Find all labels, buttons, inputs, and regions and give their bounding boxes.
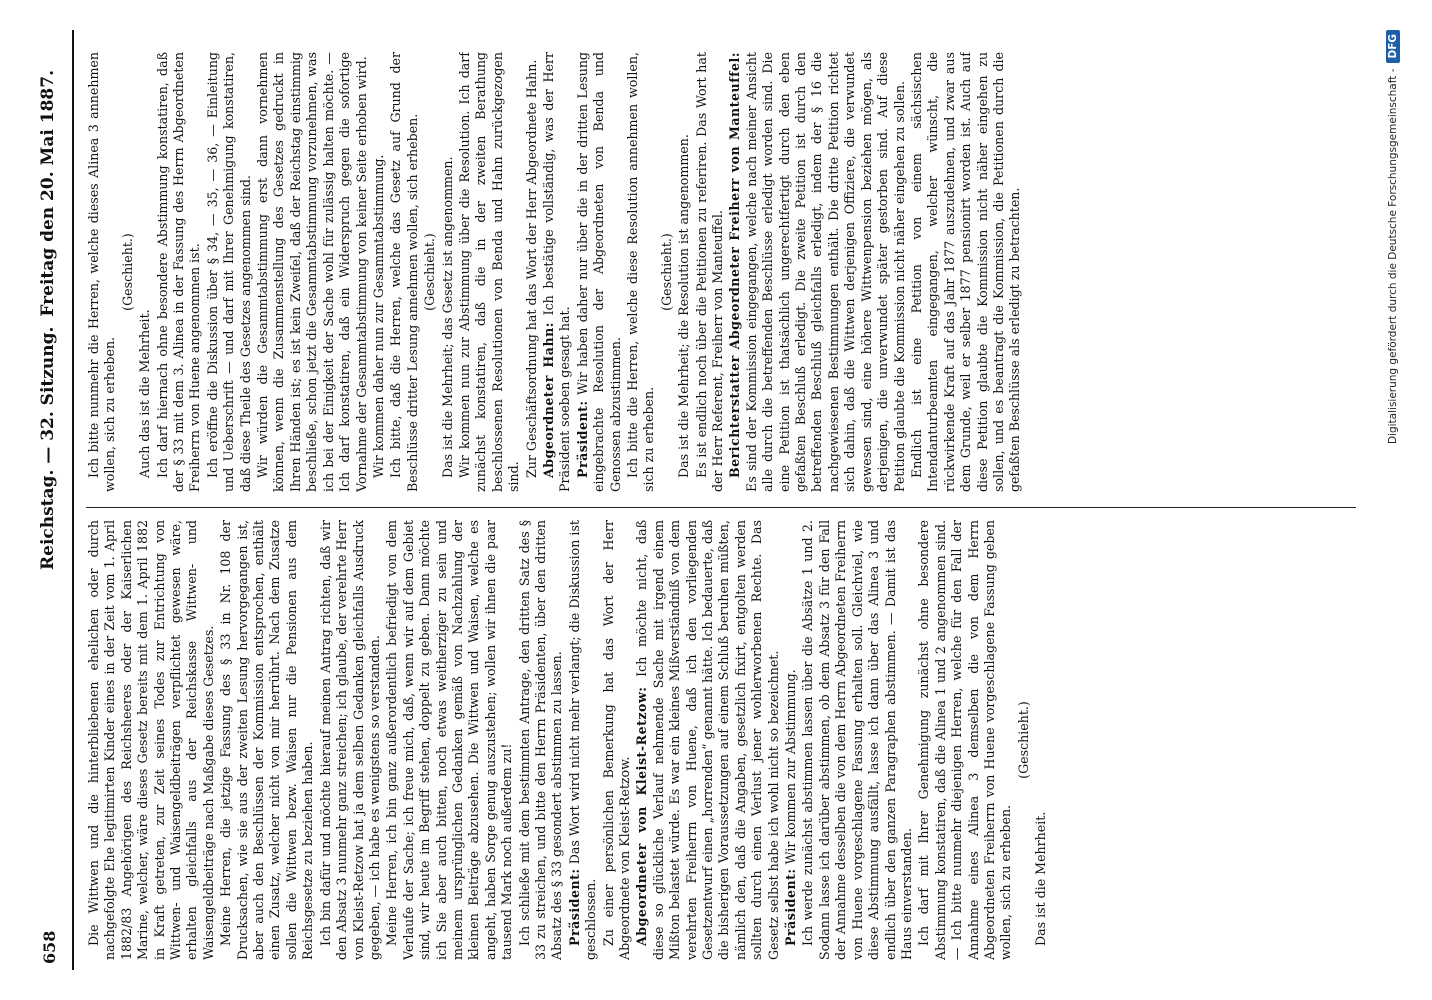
- paragraph: Ich schließe mit dem bestimmten Antrage, den dritten Satz des § 33 zu streichen, und bitte den Herrn Präsidenten, über den dritten Absatz des § 33 gesondert abstimmen zu lassen.: [516, 520, 565, 960]
- paragraph: (Geschieht.): [119, 233, 135, 311]
- paragraph: Wir kommen nun zur Abstimmung über die Resolution. Ich darf zunächst konstatiren, daß die in der zweiten Berathung beschlossenen Resolutionen von Benda und Hahn zurückgezogen sind.: [456, 52, 522, 492]
- paragraph: [575, 52, 624, 492]
- paragraph: Meine Herren, ich bin ganz außerordentlich befriedigt von dem Verlaufe der Sache; ich freue mich, daß, wenn wir auf dem Gebiet sind, wir heute im Begriff stehen, doppelt zu geben. Dann möchte ich Sie aber auch bitten, noch etwas weitherziger zu sein und meinem ursprünglichen Gedanken gemäß von Nachzahlung der kleinen Beiträge abzusehen. Die Wittwen und Waisen, welche es angeht, haben Sorge genug auszustehen; wollen wir ihnen die paar tausend Mark noch außerdem zu!: [384, 520, 515, 960]
- digitization-footer: [1386, 30, 1406, 970]
- paragraph: [567, 520, 600, 960]
- paragraph: (Geschieht.): [422, 233, 438, 311]
- speech-text: Wir kommen zur Abstimmung.: [783, 669, 799, 869]
- paragraph: Ich bitte nunmehr die Herren, welche dieses Alinea 3 annehmen wollen, sich zu erheben.: [86, 52, 118, 492]
- paragraph: Ich bitte, daß die Herren, welche das Gesetz auf Grund der Beschlüsse dritter Lesung annehmen wollen, sich erheben.: [388, 52, 420, 492]
- paragraph: Das ist die Mehrheit.: [1033, 811, 1049, 946]
- paragraph: Ich darf hiernach ohne besondere Abstimmung konstatiren, daß der § 33 mit dem 3. Alinea in der Fassung des Herrn Abgeordneten Freiherrn von Huene angenommen ist.: [154, 52, 203, 492]
- paragraph: Die Wittwen und die hinterbliebenen ehelichen oder durch nachgefolgte Ehe legitimirten Kinder eines in der Zeit vom 1. April 1882/83 Angehörigen des Reichsheeres oder der Kaiserlichen Marine, welcher, wäre dieses Gesetz bereits mit dem 1. April 1882 in Kraft getreten, zur Zeit seines Todes zur Entrichtung von Wittwen- und Waisengeldbeiträgen verpflichtet gewesen wäre, erhalten gleichfalls aus der Reichskasse Wittwen- und Waisengeldbeiträge nach Maßgabe dieses Gesetzes.: [86, 520, 216, 960]
- paragraph: (Geschieht.): [1015, 701, 1031, 779]
- session-title: Reichstag. — 32. Sitzung.: [38, 326, 58, 570]
- speech-text: Das Wort wird nicht mehr verlangt; die Diskussion ist geschlossen.: [566, 520, 599, 960]
- paragraph: Ich bin dafür und möchte hierauf meinen Antrag richten, daß wir den Absatz 3 nunmehr ganz streichen; ich glaube, der verehrte Herr von Kleist-Retzow hat ja dem selben Gedanken gleichfalls Ausdruck gegeben, — ich habe es wenigstens so verstanden.: [317, 520, 382, 960]
- column-divider: [86, 507, 1356, 508]
- rotated-sheet: [26, 30, 1406, 970]
- paragraph: [634, 520, 782, 960]
- paragraph: Zur Geschäftsordnung hat das Wort der Herr Abgeordnete Hahn.: [523, 59, 539, 478]
- digitization-text: Digitalisierung gefördert durch die Deutsche Forschungsgemeinschaft -: [1387, 68, 1399, 445]
- paragraph: Endlich ist eine Petition von einem sächsischen Intendanturbeamten eingegangen, welcher wünscht, die rückwirkende Kraft auf das Jahr 1877 auszudehnen, und zwar aus dem Grunde, weil er selber 1877 pensionirt worden ist. Auch auf diese Petition glaubte die Kommission nicht näher eingehen zu sollen, und es beantragt die Kommission, die Petitionen durch die gefaßten Beschlüsse als erledigt zu betrachten.: [908, 52, 1023, 492]
- left-text-column: [86, 520, 1366, 960]
- speech-text: Es sind der Kommission eingegangen, welche nach meiner Ansicht alle durch die betreffenden Beschlüsse erledigt worden sind. Die eine Petition ist thatsächlich ungerechtfertigt durch den eben gefaßten Beschluß erledigt. Die zweite Petition ist durch den betreffenden Beschluß gleichfalls erledigt, indem der § 16 die nachgewiesenen Bestimmungen enthält. Die dritte Petition richtet sich dahin, daß die Wittwen derjenigen Offiziere, die verwundet gewesen sind, eine höhere Wittwenpension beziehen mögen, als derjenigen, die unverwundet später gestorben sind. Auf diese Petition glaubte die Kommission nicht näher eingehen zu sollen.: [743, 52, 907, 492]
- paragraph: Ich darf mit Ihrer Genehmigung zunächst ohne besondere Abstimmung konstatiren, daß die Alinea 1 und 2 angenommen sind. — Ich bitte nunmehr diejenigen Herren, welche für den Fall der Annahme eines Alinea 3 demselben die von dem Herrn Abgeordneten Freiherrn von Huene vorgeschlagene Fassung geben wollen, sich zu erheben.: [916, 520, 1014, 960]
- paragraph: Das ist die Mehrheit; die Resolution ist angenommen.: [676, 134, 692, 478]
- date-title: Freitag den 20. Mai 1887.: [38, 70, 58, 317]
- paragraph: [727, 52, 907, 492]
- running-head: [26, 30, 74, 970]
- speech-text: Wir haben daher nur über die in der dritten Lesung eingebrachte Resolution der Abgeordneten von Benda und Genossen abzustimmen.: [574, 52, 623, 492]
- speaker-name: Präsident:: [783, 868, 799, 946]
- page-number: 658: [40, 930, 59, 964]
- paragraph: Es ist endlich noch über die Petitionen zu referiren. Das Wort hat der Herr Referent, Freiherr von Manteuffel.: [693, 52, 726, 492]
- paragraph: Das ist die Mehrheit; das Gesetz ist angenommen.: [439, 156, 455, 478]
- paragraph: Ich bitte die Herren, welche diese Resolution annehmen wollen, sich zu erheben.: [625, 52, 657, 492]
- paragraph: Wir würden die Gesammtabstimmung erst dann vornehmen können, wenn die Zusammenstellung des Gesetzes gedruckt in Ihren Händen ist; es ist kein Zweifel, daß der Reichstag einstimmig beschließe, schon jetzt die Gesammtabstimmung vorzunehmen, was ich bei der Einigkeit der Sache wohl für zulässig halten möchte. — Ich darf konstatiren, daß ein Widerspruch gegen die sofortige Vornahme der Gesammtabstimmung von keiner Seite erhoben wird.: [255, 52, 369, 492]
- speaker-name: Berichterstatter Abgeordneter Freiherr von Manteuffel:: [727, 52, 743, 478]
- paragraph: (Geschieht.): [658, 233, 674, 311]
- paragraph: Ich werde zunächst abstimmen lassen über die Absätze 1 und 2. Sodann lasse ich darüber abstimmen, ob dem Absatz 3 für den Fall der Annahme desselben die von dem Herrn Abgeordneten Freiherrn von Huene vorgeschlagene Fassung erhalten soll. Gleichviel, wie diese Abstimmung ausfällt, lasse ich dann über das Alinea 3 und endlich über den ganzen Paragraphen abstimmen. — Damit ist das Haus einverstanden.: [800, 520, 914, 960]
- paragraph: Auch das ist die Mehrheit.: [137, 309, 153, 478]
- dfg-logo: DFG: [1386, 30, 1400, 63]
- paragraph: Ich eröffne die Diskussion über § 34, — 35, — 36, — Einleitung und Ueberschrift — und darf mit Ihrer Genehmigung konstatiren, daß diese Theile des Gesetzes angenommen sind.: [204, 52, 253, 492]
- paragraph: Wir kommen daher nun zur Gesammtabstimmung.: [370, 154, 386, 478]
- paragraph: [783, 520, 799, 960]
- speech-text: Ich bestätige vollständig, was der Herr Präsident soeben gesagt hat.: [540, 52, 573, 492]
- paragraph: Zu einer persönlichen Bemerkung hat das Wort der Herr Abgeordnete von Kleist-Retzow.: [600, 520, 632, 960]
- speaker-name: Präsident:: [574, 400, 590, 478]
- speaker-name: Abgeordneter von Kleist-Retzow:: [634, 686, 650, 946]
- paragraph: Meine Herren, die jetzige Fassung des § 33 in Nr. 108 der Drucksachen, wie sie aus der zweiten Lesung hervorgegangen ist, aber auch den Beschlüssen der Kommission entsprochen, enthält einen Zusatz, welcher nicht von mir herrührt. Nach dem Zusatze sollen die Wittwen bezw. Waisen nur die Pensionen aus dem Reichsgesetze zu beziehen haben.: [218, 520, 316, 960]
- speech-text: Ich möchte nicht, daß diese so glückliche Verlauf nehmende Sache mit irgend einem Mißton belastet würde. Es war ein kleines Mißverständniß von dem verehrten Freiherrn von Huene, daß ich den vorliegenden Gesetzentwurf einen „horrenden“ genannt hätte. Ich bedauerte, daß die bisherigen Voraussetzungen auf einem Schluß beruhen müßten, nämlich den, daß die Angaben, gesetzlich fixirt, entgolten werden sollten durch einen Verlust jener wohlerworbenen Rechte. Das Gesetz selbst habe ich wohl nicht so bezeichnet.: [634, 520, 781, 960]
- right-text-column: [86, 52, 1366, 492]
- paragraph: [541, 52, 574, 492]
- speaker-name: Abgeordneter Hahn:: [540, 322, 556, 478]
- speaker-name: Präsident:: [566, 868, 582, 946]
